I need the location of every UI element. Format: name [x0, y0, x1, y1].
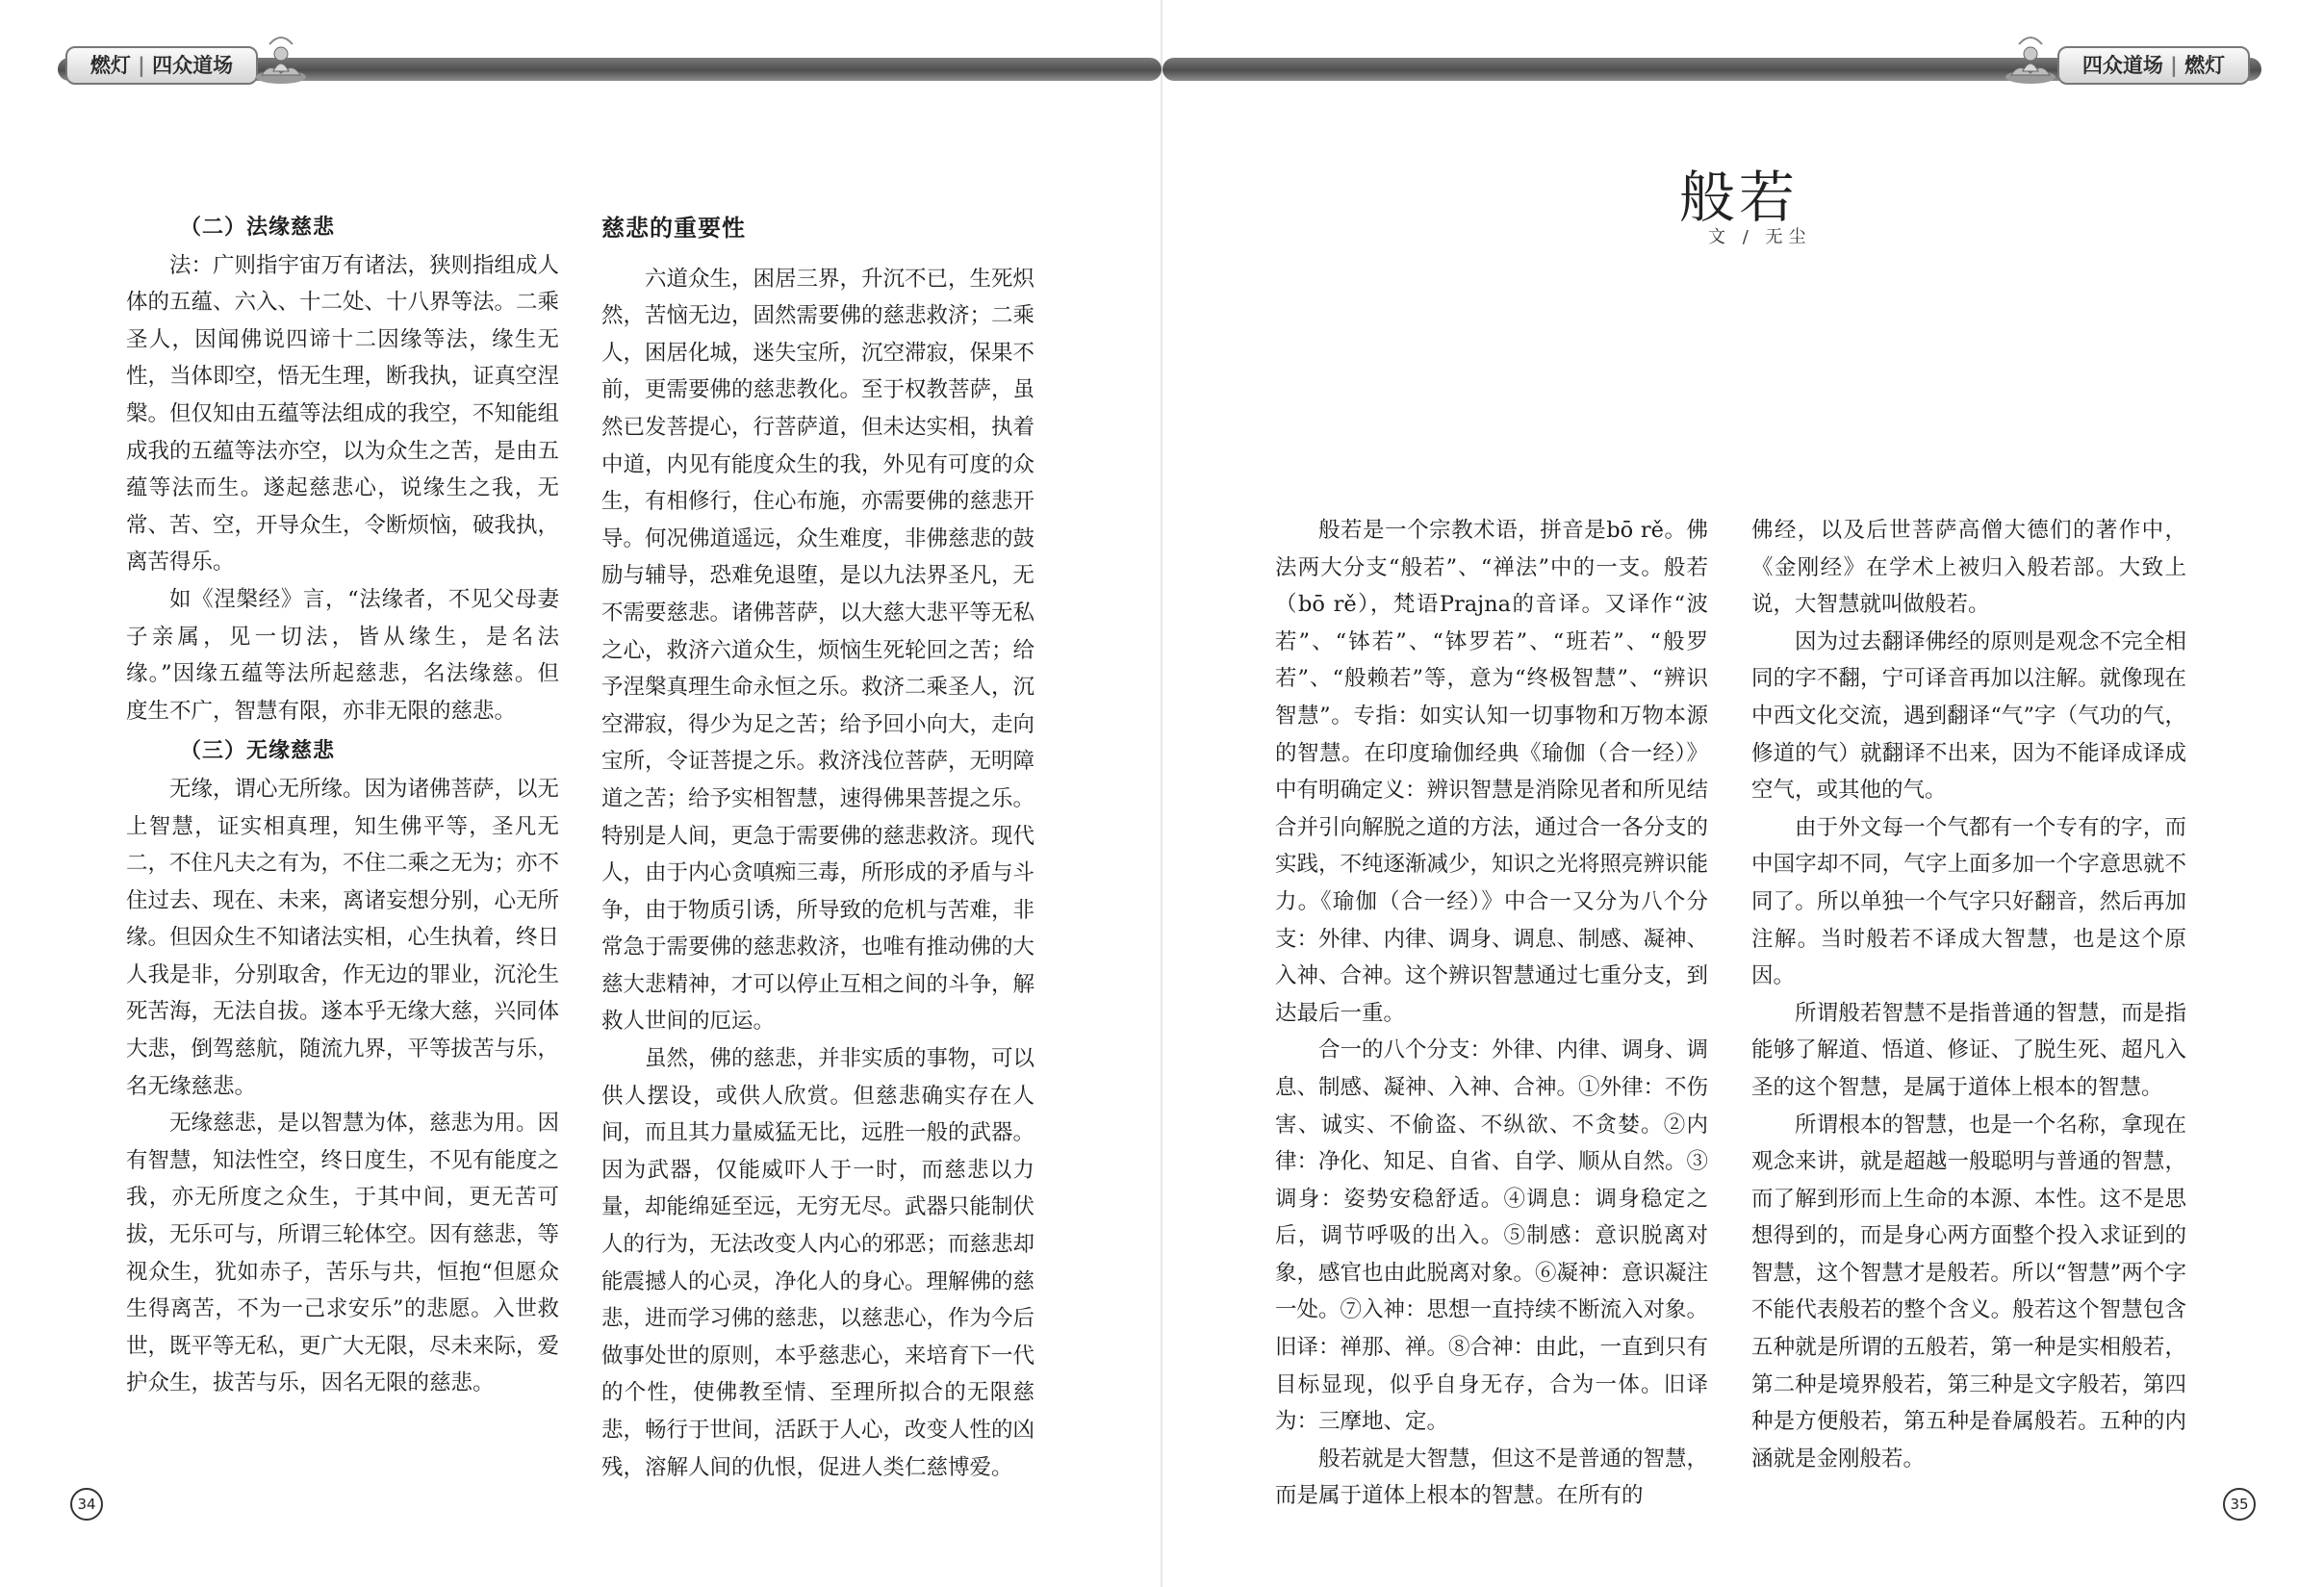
heading-dharma-compassion: （二）法缘慈悲 [180, 216, 336, 240]
paragraph: 如《涅槃经》言，“法缘者，不见父母妻子亲属，见一切法，皆从缘生，是名法缘。”因缘五蕴等法所起慈悲，名法缘慈。但度生不广，智慧有限，亦非无限的慈悲。 [126, 586, 559, 724]
paragraph: 虽然，佛的慈悲，并非实质的事物，可以供人摆设，或供人欣赏。但慈悲确实存在人间，而且其力量威猛无比，远胜一般的武器。因为武器，仅能威吓人于一时，而慈悲以力量，却能绵延至远，无穷无尽。武器只能制伏人的行为，无法改变人内心的邪恶；而慈悲却能震撼人的心灵，净化人的身心。理解佛的慈悲，进而学习佛的慈悲，以慈悲心，作为今后做事处世的原则，本乎慈悲心，来培育下一代的个性，使佛教至情、至理所拟合的无限慈悲，畅行于世间，活跃于人心，改变人性的凶残，溶解人间的仇恨，促进人类仁慈博爱。 [601, 1046, 1035, 1480]
left-column-2 [601, 210, 1034, 1486]
header-brand: 燃灯 [89, 54, 131, 77]
paragraph: 无缘慈悲，是以智慧为体，慈悲为用。因有智慧，知法性空，终日度生，不见有能度之我，亦无所度之众生，于其中间，更无苦可拔，无乐可与，所谓三轮体空。因有慈悲，等视众生，犹如赤子，苦乐与共，恒抱“但愿众生得离苦，不为一己求安乐”的悲愿。入世救世，既平等无私，更广大无限，尽未来际，爱护众生，拔苦与乐，因名无限的慈悲。 [126, 1111, 560, 1396]
paragraph: 法：广则指宇宙万有诸法，狭则指组成人体的五蕴、六入、十二处、十八界等法。二乘圣人，因闻佛说四谛十二因缘等法，缘生无性，当体即空，悟无生理，断我执，证真空涅槃。但仅知由五蕴等法组成的我空，不知能组成我的五蕴等法亦空，以为众生之苦，是由五蕴等法而生。遂起慈悲心，说缘生之我，无常、苦、空，开导众生，令断烦恼，破我执，离苦得乐。 [126, 252, 560, 576]
paragraph: 无缘，谓心无所缘。因为诸佛菩萨，以无上智慧，证实相真理，知生佛平等，圣凡无二，不住凡夫之有为，不住二乘之无为；亦不住过去、现在、未来，离诸妄想分别，心无所缘。但因众生不知诸法实相，心生执着，终日人我是非，分别取舍，作无边的罪业，沉沦生死苦海，无法自拔。遂本乎无缘大慈，兴同体大悲，倒驾慈航，随流九界，平等拔苦与乐，名无缘慈悲。 [126, 776, 560, 1099]
lotus-figure-icon [252, 33, 310, 87]
page-number-left: 34 [70, 1488, 103, 1521]
paragraph: 因为过去翻译佛经的原则是观念不完全相同的字不翻，宁可译音再加以注解。就像现在中西文化交流，遇到翻译“气”字（气功的气，修道的气）就翻译不出来，因为不能译成译成空气，或其他的气。 [1751, 628, 2186, 804]
paragraph: 由于外文每一个气都有一个专有的字，而中国字却不同，气字上面多加一个字意思就不同了。所以单独一个气字只好翻音，然后再加注解。当时般若不译成大智慧，也是这个原因。 [1751, 814, 2186, 989]
paragraph: 所谓根本的智慧，也是一个名称，拿现在观念来讲，就是超越一般聪明与普通的智慧，而了解到形而上生命的本源、本性。这不是思想得到的，而是身心两方面整个投入求证到的智慧，这个智慧才是般若。所以“智慧”两个字不能代表般若的整个含义。般若这个智慧包含五种就是所谓的五般若，第一种是实相般若，第二种是境界般若，第三种是文字般若，第四种是方便般若，第五种是眷属般若。五种的内涵就是金刚般若。 [1751, 1112, 2186, 1472]
header-brand: 燃灯 [2184, 54, 2226, 77]
paragraph-continued: 佛经，以及后世菩萨高僧大德们的著作中，《金刚经》在学术上被归入般若部。大致上说，大智慧就叫做般若。 [1751, 518, 2186, 618]
paragraph: 般若就是大智慧，但这不是普通的智慧，而是属于道体上根本的智慧。在所有的 [1275, 1446, 1709, 1509]
paragraph: 合一的八个分支：外律、内律、调身、调息、制感、凝神、入神、合神。①外律：不伤害、诚实、不偷盗、不纵欲、不贪婪。②内律：净化、知足、自省、自学、顺从自然。③调身：姿势安稳舒适。④调息：调身稳定之后，调节呼吸的出入。⑤制感：意识脱离对象，感官也由此脱离对象。⑥凝神：意识凝注一处。⑦入神：思想一直持续不断流入对象。旧译：禅那、禅。⑧合神：由此，一直到只有目标显现，似乎自身无存，合为一体。旧译为：三摩地、定。 [1275, 1037, 1709, 1435]
header-tab: 燃灯 | 四众道场 [65, 46, 258, 85]
paragraph: 般若是一个宗教术语，拼音是bō rě。佛法两大分支“般若”、“禅法”中的一支。般若（bō rě），梵语Prajna的音译。又译作“波若”、“钵若”、“钵罗若”、“班若”、“般罗若”、“般赖若”等，意为“终极智慧”、“辨识智慧”。专指：如实认知一切事物和万物本源的智慧。在印度瑜伽经典《瑜伽（合一经）》中有明确定义：辨识智慧是消除见者和所见结合并引向解脱之道的方法，通过合一各分支的实践，不纯逐渐减少，知识之光将照亮辨识能力。《瑜伽（合一经）》中合一又分为八个分支：外律、内律、调身、调息、制感、凝神、入神、合神。这个辨识智慧通过七重分支，到达最后一重。 [1275, 518, 1709, 1026]
left-column-1 [126, 210, 559, 1402]
paragraph: 所谓般若智慧不是指普通的智慧，而是指能够了解道、悟道、修证、了脱生死、超凡入圣的这个智慧，是属于道体上根本的智慧。 [1751, 1000, 2186, 1100]
right-column-1 [1275, 512, 1708, 1515]
heading-importance-of-compassion: 慈悲的重要性 [601, 215, 746, 242]
article-title: 般若 [1679, 165, 1800, 230]
page-number-right: 35 [2223, 1488, 2256, 1521]
header-tab: 四众道场 | 燃灯 [2057, 46, 2250, 85]
paragraph: 六道众生，困居三界，升沉不已，生死炽然，苦恼无边，固然需要佛的慈悲救济；二乘人，困居化城，迷失宝所，沉空滞寂，保果不前，更需要佛的慈悲教化。至于权教菩萨，虽然已发菩提心，行菩萨道，但未达实相，执着中道，内见有能度众生的我，外见有可度的众生，有相修行，住心布施，亦需要佛的慈悲开导。何况佛道遥远，众生难度，非佛慈悲的鼓励与辅导，恐难免退堕，是以九法界圣凡，无不需要慈悲。诸佛菩萨，以大慈大悲平等无私之心，救济六道众生，烦恼生死轮回之苦；给予涅槃真理生命永恒之乐。救济二乘圣人，沉空滞寂，得少为足之苦；给予回小向大，走向宝所，令证菩提之乐。救济浅位菩萨，无明障道之苦；给予实相智慧，速得佛果菩提之乐。特别是人间，更急于需要佛的慈悲救济。现代人，由于内心贪嗔痴三毒，所形成的矛盾与斗争，由于物质引诱，所导致的危机与苦难，非常急于需要佛的慈悲救济，也唯有推动佛的大慈大悲精神，才可以停止互相之间的斗争，解救人世间的厄运。 [601, 266, 1035, 1035]
left-header [0, 46, 1162, 85]
right-page [1162, 0, 2324, 1587]
heading-unconditional-compassion: （三）无缘慈悲 [180, 739, 336, 764]
lotus-figure-icon [2002, 33, 2059, 87]
right-column-2 [1751, 512, 2186, 1477]
right-header [1162, 46, 2324, 85]
header-section: 四众道场 [152, 54, 234, 77]
article-byline: 文 / 无尘 [1708, 227, 1812, 247]
header-section: 四众道场 [2081, 54, 2163, 77]
